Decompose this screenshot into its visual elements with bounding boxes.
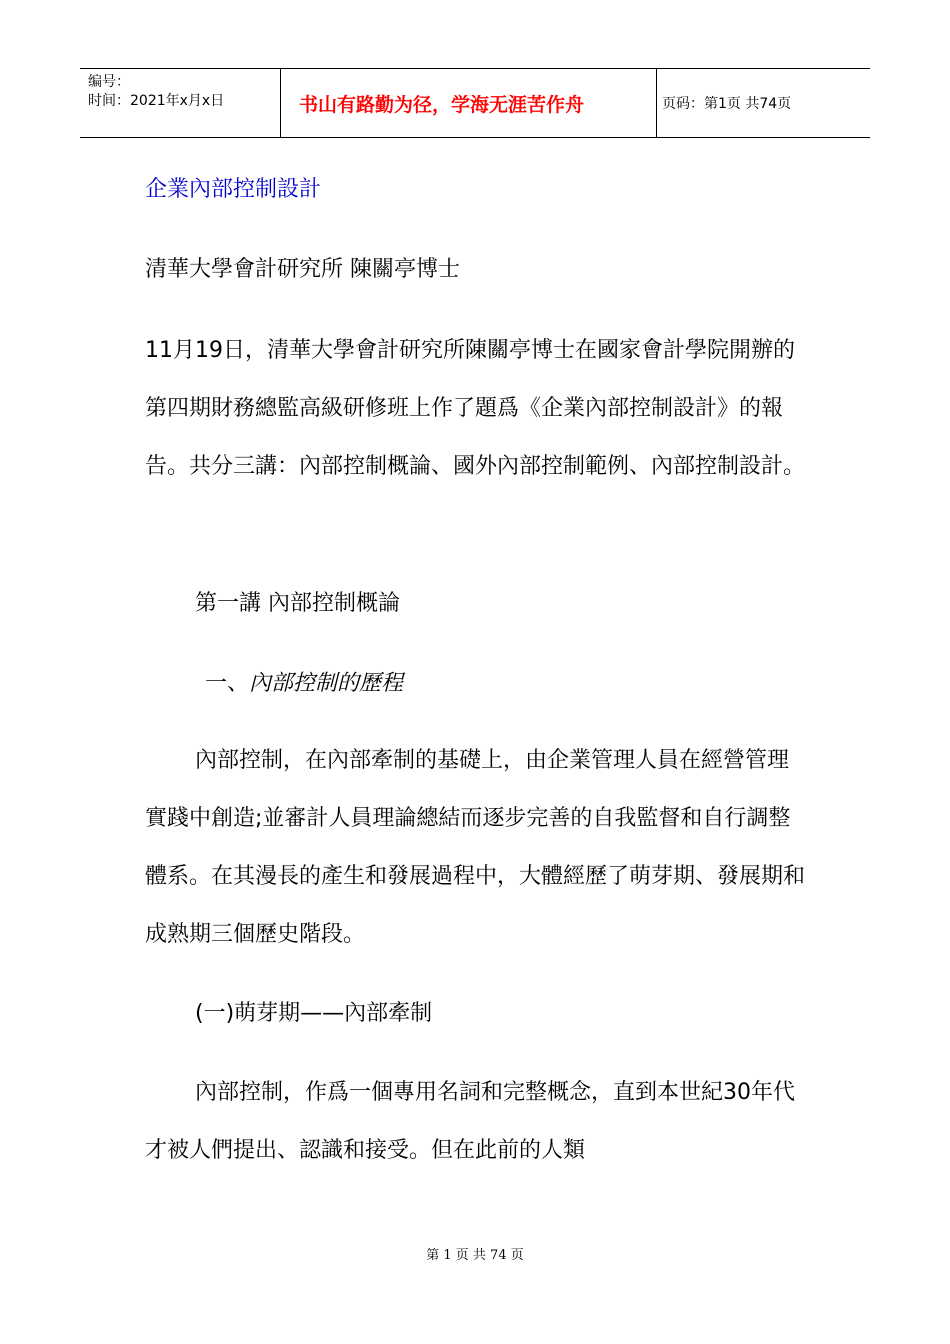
section-title: 內部控制的歷程 <box>249 671 404 696</box>
section-heading <box>205 668 403 700</box>
intro-paragraph: 11月19日，清華大學會計研究所陳關亭博士在國家會計學院開辦的第四期財務總監高級研修班上作了題爲《企業內部控制設計》的報告。共分三講：內部控制概論、國外內部控制範例、內部控制設計。 <box>145 338 806 479</box>
date-label: 时间：2021年x月x日 <box>88 93 225 109</box>
header-meta <box>80 69 281 137</box>
body-paragraph-1: 內部控制，在內部牽制的基礎上，由企業管理人員在經營管理實踐中創造;並審計人員理論總結而逐步完善的自我監督和自行調整體系。在其漫長的產生和發展過程中，大體經歷了萌芽期、發展期和成熟期三個歷史階段。 <box>145 748 806 947</box>
body-paragraph-2: 內部控制，作爲一個專用名詞和完整概念，直到本世紀30年代 才被人們提出、認識和接受。但在此前的人類 <box>145 1080 795 1163</box>
document-author: 清華大學會計研究所 陳關亭博士 <box>145 257 460 282</box>
serial-label: 编号： <box>88 74 130 90</box>
lecture-heading: 第一講 內部控制概論 <box>195 591 400 616</box>
header-page-info: 页码：第1页 共74页 <box>662 96 792 112</box>
subsection-heading: (一)萌芽期——內部牽制 <box>195 1001 433 1026</box>
page-footer: 第 1 页 共 74 页 <box>426 1248 524 1263</box>
header-motto: 书山有路勤为径，学海无涯苦作舟 <box>281 69 657 137</box>
section-number: 一、 <box>205 671 250 696</box>
page-header <box>80 68 870 138</box>
document-title: 企業內部控制設計 <box>145 177 322 202</box>
